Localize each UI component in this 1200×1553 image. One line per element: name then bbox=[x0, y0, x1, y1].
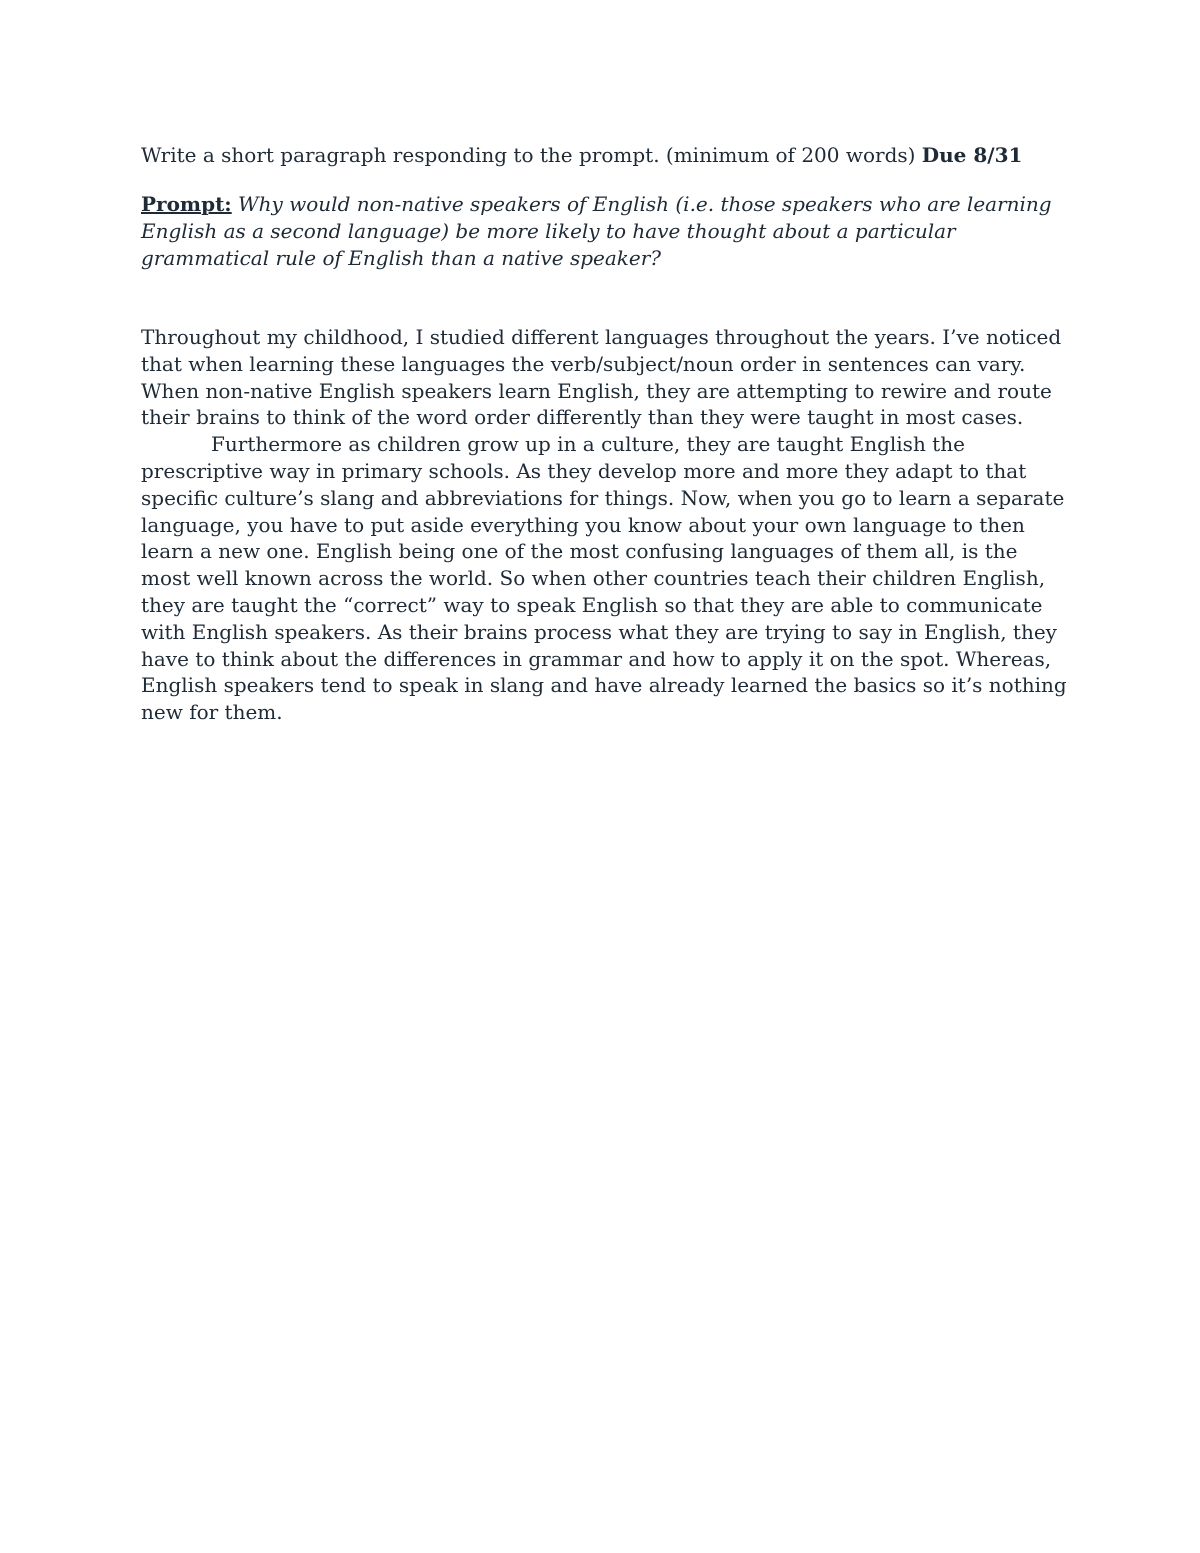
document-content bbox=[141, 141, 1071, 726]
due-date: Due 8/31 bbox=[921, 143, 1023, 167]
essay-paragraph-1: Throughout my childhood, I studied different languages throughout the years. I’ve noticed that when learning these languages the verb/subject/noun order in sentences can vary. When non-native English speakers learn English, they are attempting to rewire and route their brains to think of the word order differently than they were taught in most cases. bbox=[141, 325, 1062, 430]
essay-response bbox=[141, 324, 1071, 726]
prompt-text: Why would non-native speakers of English (i.e. those speakers who are learning English as a second language) be more likely to have thought about a particular grammatical rule of English than a native speaker? bbox=[141, 192, 1052, 270]
essay-paragraph-2: Furthermore as children grow up in a culture, they are taught English the prescriptive way in primary schools. As they develop more and more they adapt to that specific culture’s slang and abbreviations for things. Now, when you go to learn a separate language, you have to put aside everything you know about your own language to then learn a new one. English being one of the most confusing languages of them all, is the most well known across the world. So when other countries teach their children English, they are taught the “correct” way to speak English so that they are able to communicate with English speakers. As their brains process what they are trying to say in English, they have to think about the differences in grammar and how to apply it on the spot. Whereas, English speakers tend to speak in slang and have already learned the basics so it’s nothing new for them. bbox=[141, 432, 1067, 725]
prompt-label: Prompt: bbox=[141, 192, 232, 216]
assignment-prompt bbox=[141, 191, 1071, 272]
instruction-text: Write a short paragraph responding to the prompt. (minimum of 200 words) bbox=[141, 143, 922, 167]
assignment-instruction bbox=[141, 141, 1071, 169]
